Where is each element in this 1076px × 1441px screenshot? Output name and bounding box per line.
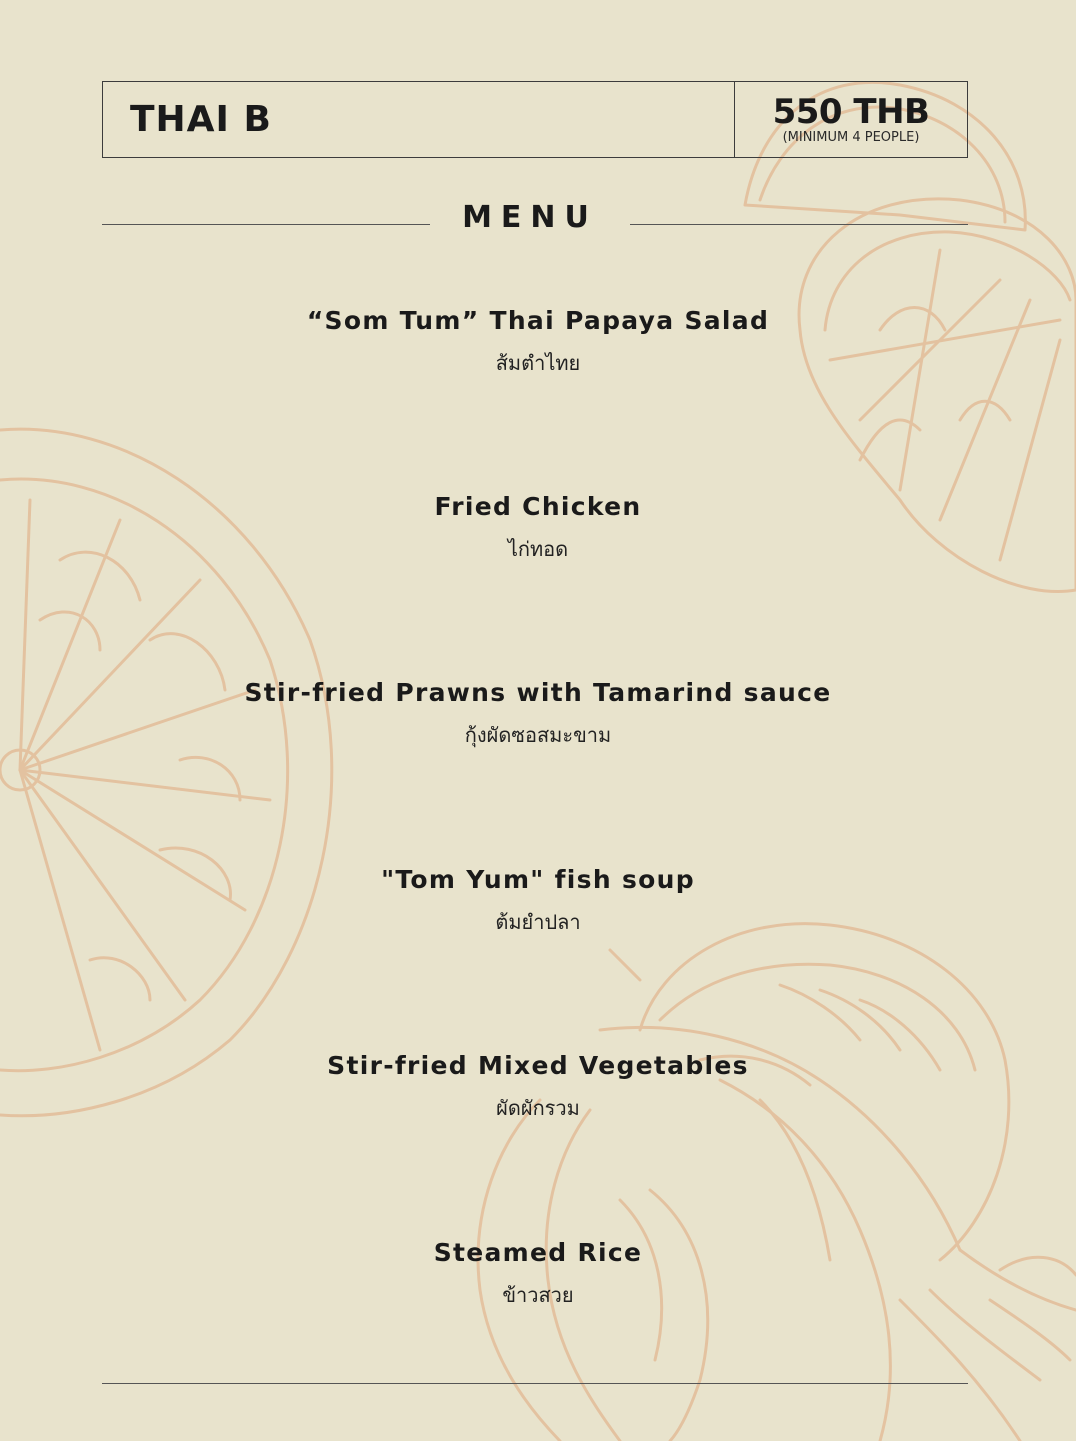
price-note: (MINIMUM 4 PEOPLE) bbox=[782, 130, 920, 145]
menu-heading: MENU bbox=[462, 200, 598, 235]
price-value: 550 THB bbox=[772, 92, 930, 132]
heading-divider-right bbox=[630, 224, 968, 225]
dish-name-th: ข้าวสวย bbox=[502, 1283, 574, 1307]
menu-item bbox=[0, 677, 1076, 749]
menu-item bbox=[0, 1237, 1076, 1309]
menu-item bbox=[0, 864, 1076, 936]
menu-item bbox=[0, 305, 1076, 377]
dish-name-en: Stir-fried Mixed Vegetables bbox=[327, 1051, 749, 1080]
dish-name-en: Stir-fried Prawns with Tamarind sauce bbox=[244, 678, 832, 707]
dish-name-th: ผัดผักรวม bbox=[496, 1096, 580, 1120]
dish-name-en: Steamed Rice bbox=[433, 1238, 643, 1267]
dish-name-th: ต้มยำปลา bbox=[495, 910, 581, 934]
dish-name-th: ไก่ทอด bbox=[507, 537, 569, 561]
price-block bbox=[735, 82, 967, 157]
dish-name-en: "Tom Yum" fish soup bbox=[381, 865, 695, 894]
dish-name-th: กุ้งผัดซอสมะขาม bbox=[464, 723, 612, 747]
heading-divider-left bbox=[102, 224, 430, 225]
menu-header bbox=[102, 81, 968, 158]
dish-name-en: Fried Chicken bbox=[434, 492, 642, 521]
menu-item bbox=[0, 1050, 1076, 1122]
dish-name-th: ส้มตำไทย bbox=[495, 351, 581, 375]
menu-heading-row bbox=[102, 200, 968, 246]
dish-name-en: “Som Tum” Thai Papaya Salad bbox=[306, 306, 770, 335]
set-menu-title: THAI B bbox=[103, 82, 735, 157]
bottom-divider bbox=[102, 1383, 968, 1384]
menu-item bbox=[0, 491, 1076, 563]
